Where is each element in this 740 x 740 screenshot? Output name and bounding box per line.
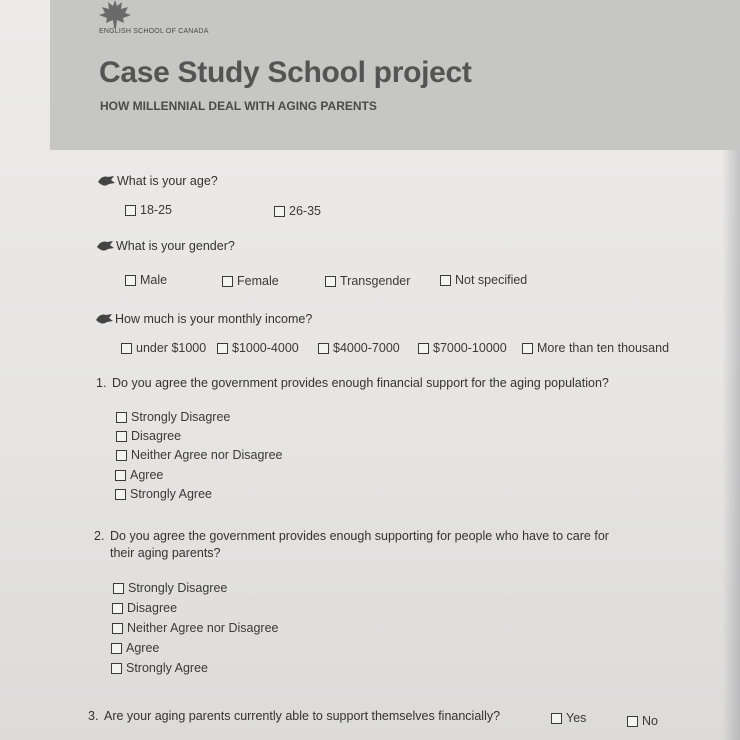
checkbox[interactable] bbox=[274, 206, 285, 217]
checkbox[interactable] bbox=[121, 343, 132, 354]
checkbox[interactable] bbox=[116, 450, 127, 461]
question-1: 1. Do you agree the government provides enough financial support for the aging population? bbox=[96, 376, 609, 390]
option-q2-neither[interactable]: Neither Agree nor Disagree bbox=[112, 621, 278, 635]
maple-leaf-icon bbox=[98, 0, 132, 28]
checkbox[interactable] bbox=[112, 603, 123, 614]
checkbox[interactable] bbox=[217, 343, 228, 354]
question-age: What is your age? bbox=[117, 174, 218, 188]
question-2-continued: their aging parents? bbox=[110, 546, 221, 560]
checkbox[interactable] bbox=[116, 412, 127, 423]
checkbox[interactable] bbox=[418, 343, 429, 354]
checkbox[interactable] bbox=[325, 276, 336, 287]
checkbox[interactable] bbox=[551, 713, 562, 724]
checkbox[interactable] bbox=[440, 275, 451, 286]
option-q1-strongly-agree[interactable]: Strongly Agree bbox=[115, 487, 212, 501]
question-income: How much is your monthly income? bbox=[115, 312, 313, 326]
question-gender: What is your gender? bbox=[116, 239, 235, 253]
leaf-bullet-icon bbox=[95, 239, 115, 253]
option-q2-agree[interactable]: Agree bbox=[111, 641, 159, 655]
option-q1-strongly-disagree[interactable]: Strongly Disagree bbox=[116, 410, 230, 424]
question-3: 3. Are your aging parents currently able to support themselves financially? bbox=[88, 709, 501, 723]
option-q3-no[interactable]: No bbox=[627, 714, 658, 728]
option-gender-female[interactable]: Female bbox=[222, 274, 279, 288]
checkbox[interactable] bbox=[125, 275, 136, 286]
option-gender-transgender[interactable]: Transgender bbox=[325, 274, 410, 288]
checkbox[interactable] bbox=[125, 205, 136, 216]
checkbox[interactable] bbox=[627, 716, 638, 727]
checkbox[interactable] bbox=[116, 431, 127, 442]
option-income-4000-7000[interactable]: $4000-7000 bbox=[318, 341, 400, 355]
checkbox[interactable] bbox=[111, 643, 122, 654]
checkbox[interactable] bbox=[115, 470, 126, 481]
page-title: Case Study School project bbox=[99, 56, 472, 89]
option-income-1000-4000[interactable]: $1000-4000 bbox=[217, 341, 299, 355]
checkbox[interactable] bbox=[111, 663, 122, 674]
option-q2-strongly-disagree[interactable]: Strongly Disagree bbox=[113, 581, 227, 595]
option-income-7000-10000[interactable]: $7000-10000 bbox=[418, 341, 507, 355]
option-age-26-35[interactable]: 26-35 bbox=[274, 204, 321, 218]
leaf-bullet-icon bbox=[94, 312, 114, 326]
option-q3-yes[interactable]: Yes bbox=[551, 711, 586, 725]
checkbox[interactable] bbox=[113, 583, 124, 594]
question-2: 2. Do you agree the government provides enough supporting for people who have to care for bbox=[94, 529, 609, 543]
option-gender-not-specified[interactable]: Not specified bbox=[440, 273, 527, 287]
school-name: ENGLISH SCHOOL OF CANADA bbox=[99, 28, 209, 35]
option-income-under-1000[interactable]: under $1000 bbox=[121, 341, 206, 355]
page-subtitle: HOW MILLENNIAL DEAL WITH AGING PARENTS bbox=[100, 99, 377, 113]
leaf-bullet-icon bbox=[96, 174, 116, 188]
option-q1-neither[interactable]: Neither Agree nor Disagree bbox=[116, 448, 282, 462]
checkbox[interactable] bbox=[115, 489, 126, 500]
checkbox[interactable] bbox=[318, 343, 329, 354]
checkbox[interactable] bbox=[522, 343, 533, 354]
option-q2-disagree[interactable]: Disagree bbox=[112, 601, 177, 615]
checkbox[interactable] bbox=[112, 623, 123, 634]
option-q1-disagree[interactable]: Disagree bbox=[116, 429, 181, 443]
option-q2-strongly-agree[interactable]: Strongly Agree bbox=[111, 661, 208, 675]
option-q1-agree[interactable]: Agree bbox=[115, 468, 163, 482]
option-income-over-10000[interactable]: More than ten thousand bbox=[522, 341, 669, 355]
option-gender-male[interactable]: Male bbox=[125, 273, 167, 287]
option-age-18-25[interactable]: 18-25 bbox=[125, 203, 172, 217]
checkbox[interactable] bbox=[222, 276, 233, 287]
